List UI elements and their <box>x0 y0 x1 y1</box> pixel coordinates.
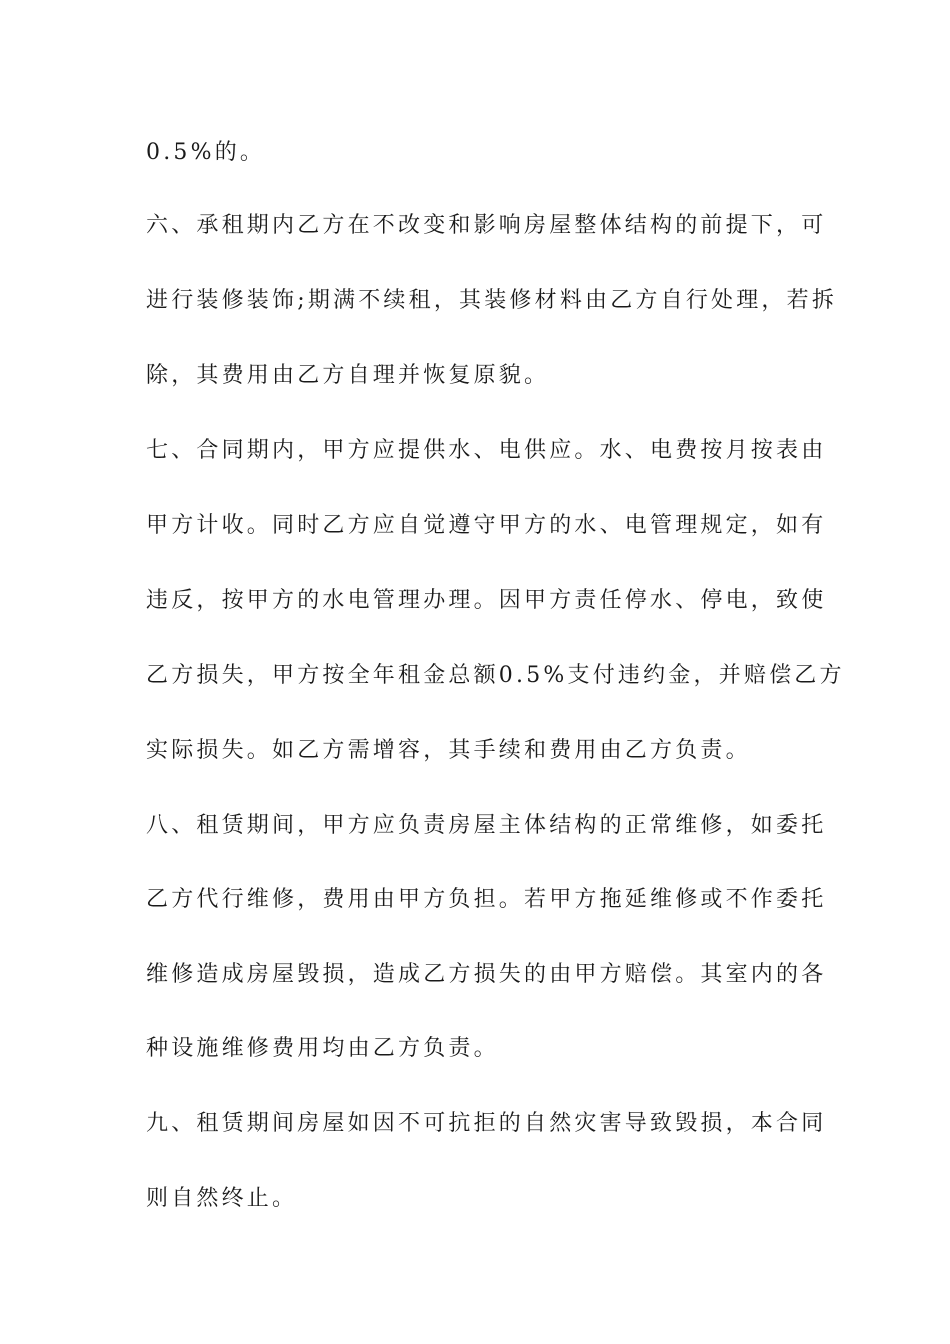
text-line: 甲方计收。同时乙方应自觉遵守甲方的水、电管理规定，如有 <box>146 513 827 538</box>
text-line: 进行装修装饰;期满不续租，其装修材料由乙方自行处理，若拆 <box>146 288 838 313</box>
text-line: 维修造成房屋毁损，造成乙方损失的由甲方赔偿。其室内的各 <box>146 962 827 987</box>
text-line: 种设施维修费用均由乙方负责。 <box>146 1036 499 1061</box>
text-line: 九、租赁期间房屋如因不可抗拒的自然灾害导致毁损，本合同 <box>146 1111 827 1136</box>
text-line: 六、承租期内乙方在不改变和影响房屋整体结构的前提下，可 <box>146 213 827 238</box>
text-line: 乙方损失，甲方按全年租金总额0.5%支付违约金，并赔偿乙方 <box>146 663 845 688</box>
text-line: 八、租赁期间，甲方应负责房屋主体结构的正常维修，如委托 <box>146 813 827 838</box>
text-line: 除，其费用由乙方自理并恢复原貌。 <box>146 363 550 388</box>
text-line: 七、合同期内，甲方应提供水、电供应。水、电费按月按表由 <box>146 438 827 463</box>
text-line: 违反，按甲方的水电管理办理。因甲方责任停水、停电，致使 <box>146 588 827 613</box>
text-line: 乙方代行维修，费用由甲方负担。若甲方拖延维修或不作委托 <box>146 887 827 912</box>
text-line: 则自然终止。 <box>146 1186 298 1211</box>
text-line: 实际损失。如乙方需增容，其手续和费用由乙方负责。 <box>146 738 751 763</box>
text-line: 0.5%的。 <box>146 140 266 165</box>
